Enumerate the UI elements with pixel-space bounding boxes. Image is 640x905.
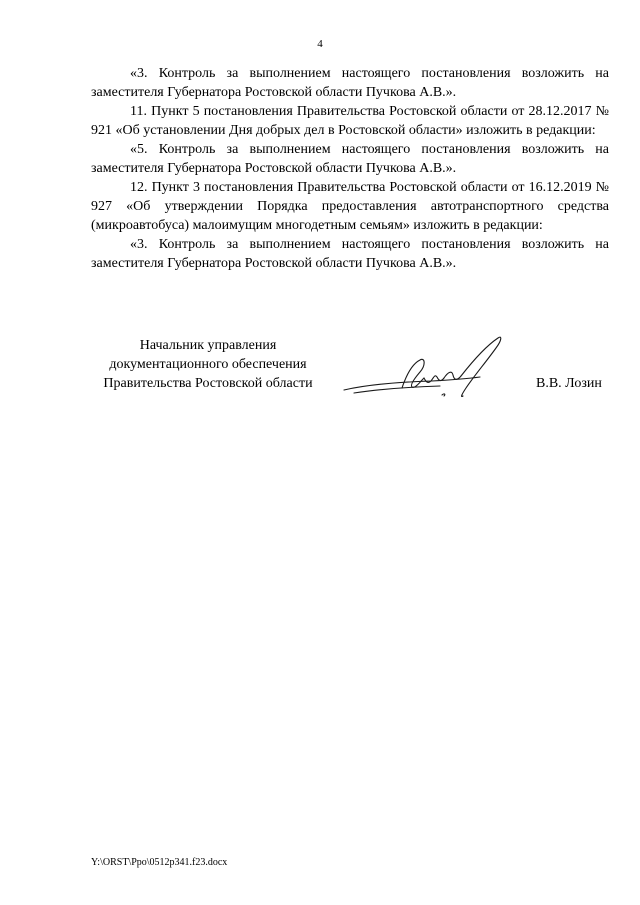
signer-position-line: Правительства Ростовской области (103, 376, 313, 391)
signer-name: В.В. Лозин (536, 376, 602, 391)
paragraph: «3. Контроль за выполнением настоящего постановления возложить на заместителя Губернатора Ростовской области Пучкова А.В.». (91, 237, 609, 271)
handwritten-signature (340, 332, 510, 402)
file-path: Y:\ORST\Ppo\0512p341.f23.docx (91, 857, 228, 868)
paragraph: 12. Пункт 3 постановления Правительства Ростовской области от 16.12.2019 № 927 «Об утверждении Порядка предоставления автотранспортного средства (микроавтобуса) малоимущим многодетным семьям» изложить в редакции: (91, 180, 609, 233)
signer-position (88, 336, 328, 393)
paragraph: «5. Контроль за выполнением настоящего постановления возложить на заместителя Губернатора Ростовской области Пучкова А.В.». (91, 142, 609, 176)
signer-position-line: Начальник управления (139, 338, 277, 353)
paragraph: «3. Контроль за выполнением настоящего постановления возложить на заместителя Губернатора Ростовской области Пучкова А.В.». (91, 66, 609, 100)
document-body (91, 64, 609, 273)
paragraph: 11. Пункт 5 постановления Правительства Ростовской области от 28.12.2017 № 921 «Об установлении Дня добрых дел в Ростовской области» изложить в редакции: (91, 104, 609, 138)
page-number: 4 (317, 38, 323, 50)
signer-position-line: документационного обеспечения (109, 357, 307, 372)
